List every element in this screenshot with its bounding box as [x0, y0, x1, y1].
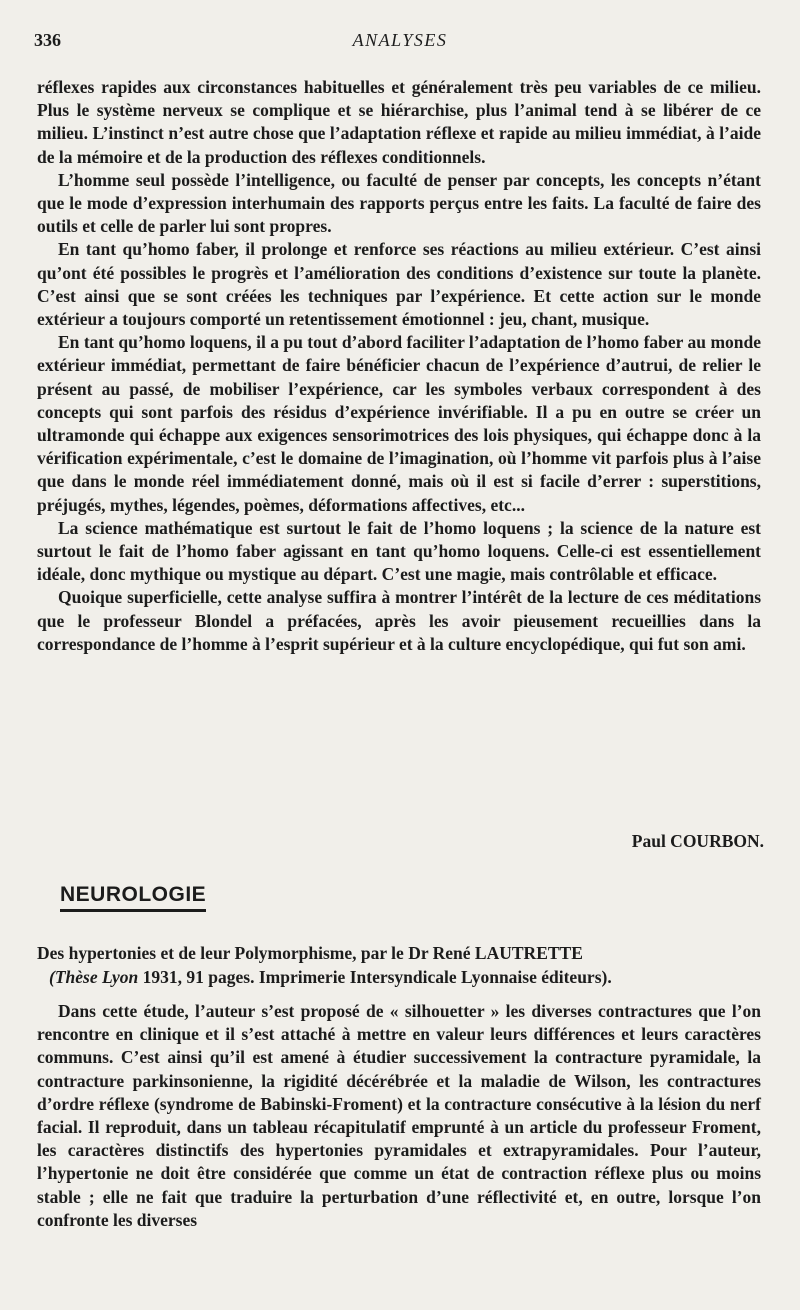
paragraph: L’homme seul possède l’intelligence, ou faculté de penser par concepts, les concepts n’étant que le mode d’expression interhumain des rapports perçus entre les faits. La faculté de faire des outils et celle de parler lui sont propres.: [37, 169, 761, 237]
paragraph: En tant qu’homo loquens, il a pu tout d’abord faciliter l’adaptation de l’homo faber au monde extérieur immédiat, permettant de faire bénéficier chacun de l’expérience d’autrui, de relier le présent au passé, de mobiliser l’expérience, car les symboles verbaux correspondent à des concepts qui sont parfois des résidus d’expérience invérifiable. Il a pu en outre se créer un ultramonde qui échappe aux exigences sensorimotrices des lois physiques, qui échappe donc à la vérification expérimentale, c’est le domaine de l’imagination, où l’homme vit parfois plus à l’aise que dans le monde réel immédiatement donné, mais où il est si facile d’errer : superstitions, préjugés, mythes, légendes, poèmes, déformations affectives, etc...: [37, 332, 761, 515]
section-title: NEUROLOGIE: [60, 883, 206, 912]
analyses-body: [37, 76, 761, 656]
paragraph: Quoique superficielle, cette analyse suffira à montrer l’intérêt de la lecture de ces méditations que le professeur Blondel a préfacées, après les avoir pieusement recueillies dans la correspondance de l’homme à l’esprit supérieur et à la culture encyclopédique, qui fut son ami.: [37, 587, 761, 654]
review-source-details: 1931, 91 pages. Imprimerie Intersyndicale Lyonnaise éditeurs).: [138, 967, 612, 987]
paragraph: La science mathématique est surtout le fait de l’homo loquens ; la science de la nature est surtout le fait de l’homo faber agissant en tant qu’homo loquens. Celle-ci est essentiellement idéale, donc mythique ou mystique au départ. C’est une magie, mais contrôlable et efficace.: [37, 517, 761, 585]
review-body: [37, 1000, 761, 1232]
review-title-line2: [37, 965, 763, 989]
review-title: [37, 941, 763, 989]
review-title-line1: Des hypertonies et de leur Polymorphisme, par le Dr René LAUTRETTE: [37, 943, 583, 963]
page-number: 336: [34, 30, 61, 50]
review-source-italic: (Thèse Lyon: [49, 967, 139, 987]
author-signature: Paul COURBON.: [631, 831, 764, 851]
page-header: [34, 30, 766, 56]
running-head: ANALYSES: [352, 30, 448, 50]
paragraph: Dans cette étude, l’auteur s’est proposé de « silhouetter » les diverses contractures que l’on rencontre en clinique et il s’est attaché à mettre en valeur leurs différences et leurs caractères communs. C’est ainsi qu’il est amené à étudier successivement la contracture pyramidale, la contracture parkinsonienne, la rigidité décérébrée et la maladie de Wilson, les contractures d’ordre réflexe (syndrome de Babinski-Froment) et la contracture consécutive à la lésion du nerf facial. Il reproduit, dans un tableau récapitulatif emprunté à un article du professeur Froment, les caractères distinctifs des hypertonies pyramidales et extrapyramidales. Pour l’auteur, l’hypertonie ne doit être considérée que comme un état de contraction réflexe plus ou moins stable ; elle ne fait que traduire la perturbation d’une réflectivité et, en outre, lorsque l’on confronte les diverses: [37, 1001, 761, 1230]
paragraph: En tant qu’homo faber, il prolonge et renforce ses réactions au milieu extérieur. C’est ainsi qu’ont été possibles le progrès et l’amélioration des conditions d’existence sur toute la planète. C’est ainsi que se sont créées les techniques par l’expérience. Et cette action sur le monde extérieur a toujours comporté un retentissement émotionnel : jeu, chant, musique.: [37, 239, 761, 330]
paragraph: réflexes rapides aux circonstances habituelles et généralement très peu variables de ce milieu. Plus le système nerveux se complique et se hiérarchise, plus l’animal tend à se libérer de ce milieu. L’instinct n’est autre chose que l’adaptation réflexe et rapide au milieu immédiat, à l’aide de la mémoire et de la production des réflexes conditionnels.: [37, 77, 761, 167]
